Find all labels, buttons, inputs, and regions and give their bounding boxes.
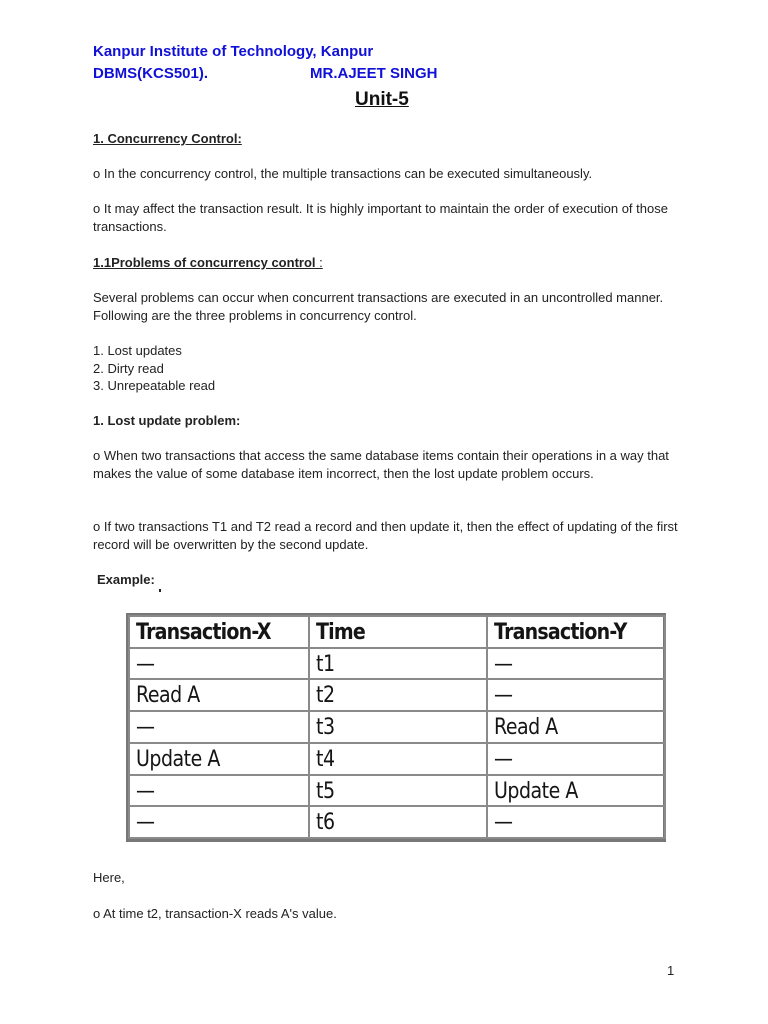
section-heading-problems-text: 1.1Problems of concurrency control: [93, 255, 316, 270]
table-cell: —: [487, 740, 665, 776]
table-cell: t3: [309, 709, 487, 745]
table-cell: —: [129, 772, 309, 808]
table-cell: —: [129, 804, 309, 841]
institute-name: Kanpur Institute of Technology, Kanpur: [93, 43, 374, 60]
table-cell: —: [487, 677, 665, 713]
paragraph-lost-update-2: o If two transactions T1 and T2 read a record and then update it, then the effect of updating of the first record will be overwritten by the second update.: [93, 519, 678, 552]
table-cell: —: [129, 709, 309, 745]
table-cell: Read A: [129, 677, 309, 713]
list-item: 2. Dirty read: [93, 360, 164, 376]
header-transaction-x: Transaction-X: [129, 614, 309, 650]
header-transaction-y: Transaction-Y: [487, 614, 665, 650]
paragraph-lost-update-1: o When two transactions that access the same database items contain their operations in a way that makes the value of some database item incorrect, then the lost update problem occurs.: [93, 448, 669, 481]
paragraph-problems-intro: Several problems can occur when concurrent transactions are executed in an uncontrolled manner. Following are the three problems in concurrency control.: [93, 290, 664, 323]
table-cell: Read A: [487, 709, 665, 745]
transaction-table: [128, 615, 666, 839]
problems-list: [93, 342, 678, 395]
section-heading-problems: [93, 254, 323, 272]
paragraph-t2-note: o At time t2, transaction-X reads A's value.: [93, 906, 337, 921]
table-header-row: [129, 616, 665, 648]
table-row: [129, 711, 665, 743]
table-cell: t1: [309, 645, 487, 681]
page-number: 1: [667, 963, 675, 978]
section-heading-problems-suffix: :: [315, 255, 323, 270]
table-cell: t5: [309, 772, 487, 808]
section-heading-lost-update: 1. Lost update problem:: [93, 413, 241, 428]
author-name: MR.AJEET SINGH: [310, 65, 438, 82]
table-cell: —: [487, 645, 665, 681]
table-row: [129, 679, 665, 711]
paragraph-concurrency-2: o It may affect the transaction result. It is highly important to maintain the order of execution of those transactions.: [93, 201, 668, 234]
table-cell: t6: [309, 804, 487, 841]
table-cell: t4: [309, 740, 487, 776]
table-cell: Update A: [487, 772, 665, 808]
table-row: [129, 648, 665, 680]
header-time: Time: [309, 614, 487, 650]
stray-mark: [159, 589, 161, 592]
section-heading-concurrency-control: 1. Concurrency Control:: [93, 131, 242, 146]
unit-title: Unit-5: [355, 89, 409, 110]
lost-update-table: [126, 613, 666, 842]
paragraph-concurrency-1: o In the concurrency control, the multiple transactions can be executed simultaneously.: [93, 166, 593, 181]
here-text: Here,: [93, 870, 125, 885]
table-cell: —: [129, 645, 309, 681]
table-cell: t2: [309, 677, 487, 713]
list-item: 3. Unrepeatable read: [93, 378, 216, 393]
table-row: [129, 806, 665, 838]
table-row: [129, 775, 665, 807]
example-label: Example:: [97, 572, 155, 587]
table-cell: Update A: [129, 740, 309, 776]
table-row: [129, 743, 665, 775]
list-item: 1. Lost updates: [93, 343, 182, 358]
table-cell: —: [487, 804, 665, 841]
course-code: DBMS(KCS501).: [93, 65, 209, 82]
